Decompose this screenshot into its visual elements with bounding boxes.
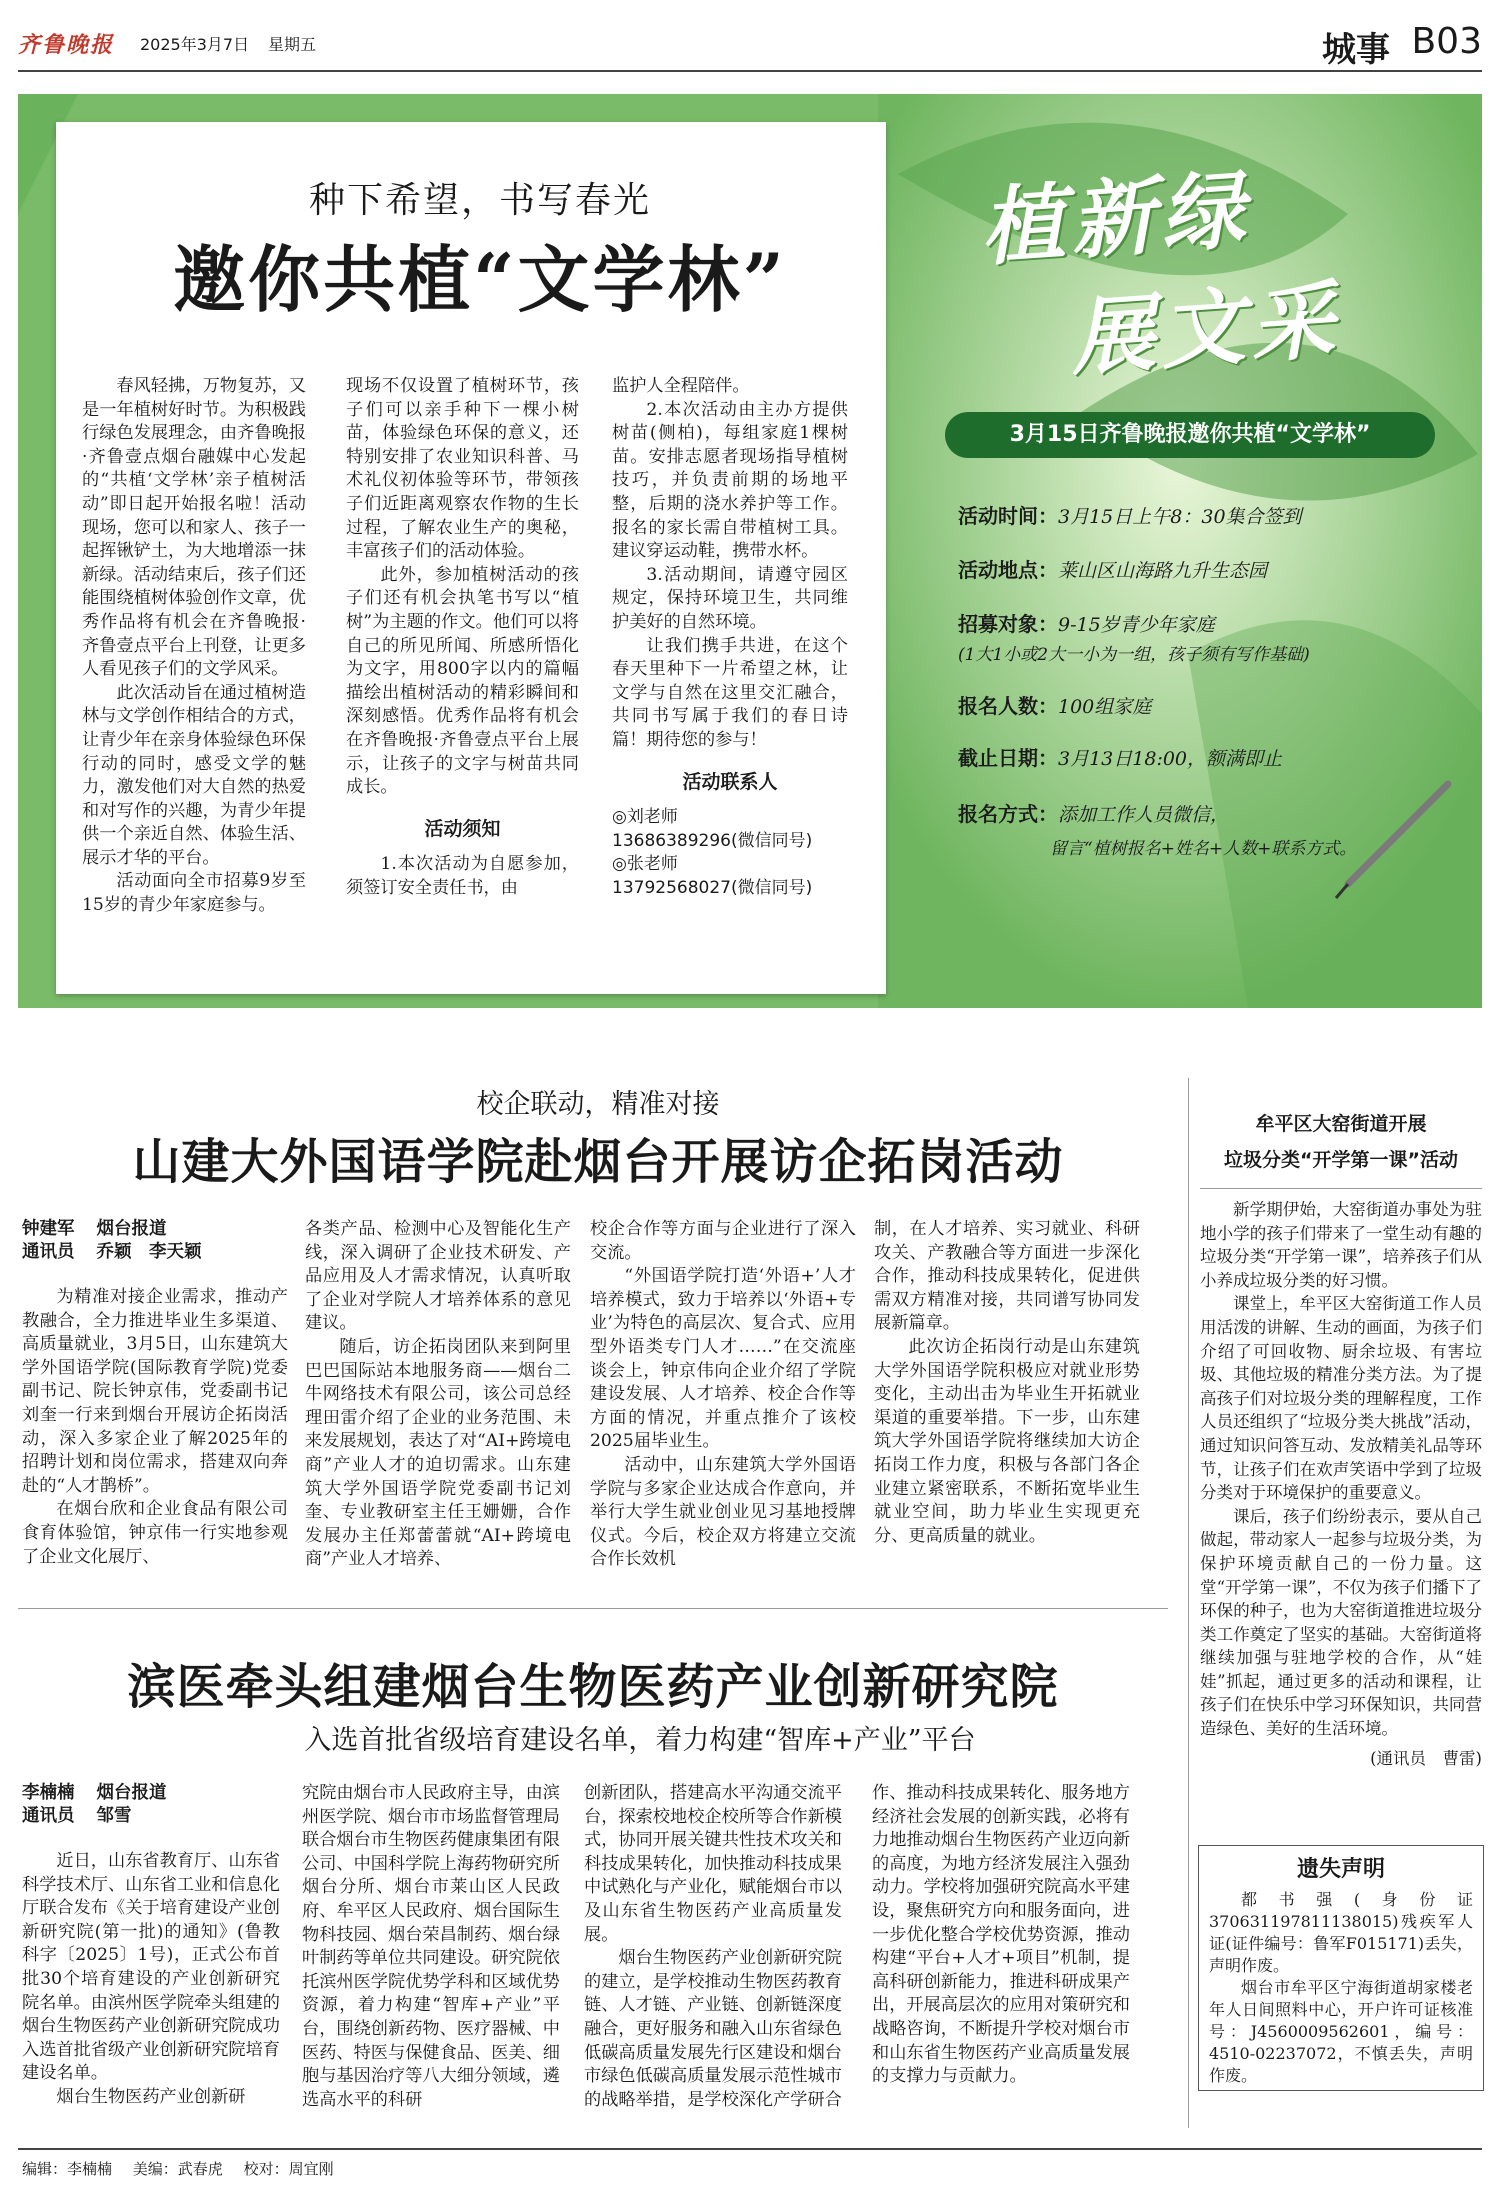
poster-row	[958, 640, 1458, 690]
feature-kicker: 种下希望，书写春光	[308, 180, 651, 221]
article-para: 近日，山东省教育厅、山东省科学技术厅、山东省工业和信息化厅联合发布《关于培育建设产业创新研究院(第一批)的通知》(鲁教科字〔2025〕1号)，正式公布首批30个培育建设的产业创新研究院名单。由滨州医学院牵头组建的烟台生物医药产业创新研究院成功入选首批省级产业创新研究院培育建设名单。	[22, 1851, 280, 2084]
feature-para: 此次活动旨在通过植树造林与文学创作相结合的方式，让青少年在亲身体验绿色环保行动的同时，感受文学的魅力，激发他们对大自然的热爱和对写作的兴趣，为青少年提供一个亲近自然、体验生活、展示才华的平台。	[82, 682, 306, 868]
byline-name: 乔颖 李天颖	[96, 1241, 202, 1262]
lost-notice-para: 都书强(身份证370631197811138015)残疾军人证(证件编号：鲁军F015171)丢失，声明作废。	[1209, 1890, 1473, 1975]
feature-title: 邀你共植“文学林”	[173, 237, 787, 322]
poster-row	[958, 500, 1458, 554]
sidebar-para: 课堂上，牟平区大窑街道工作人员用活泼的讲解、生动的画面，为孩子们介绍了可回收物、厨余垃圾、有害垃圾、其他垃圾的精准分类方法。为了提高孩子们对垃圾分类的理解程度，工作人员还组织了“垃圾分类大挑战”活动，通过知识问答互动、发放精美礼品等环节，让孩子们在欢声笑语中学到了垃圾分类对于环境保护的重要意义。	[1200, 1294, 1482, 1503]
sidebar-body	[1200, 1198, 1482, 1770]
byline-place: 烟台报道	[96, 1783, 167, 1803]
article-para: “外国语学院打造‘外语+’人才培养模式，致力于培养以‘外语+专业’为特色的高层次、复合式、应用型外语类专门人才……”在交流座谈会上，钟京伟向企业介绍了学院建设发展、人才培养、校企合作等方面的情况，并重点推介了该校2025届毕业生。	[590, 1266, 856, 1452]
issue-weekday: 星期五	[268, 35, 317, 54]
byline-line	[22, 1805, 272, 1828]
issue-date: 2025年3月7日	[140, 35, 250, 54]
contact-heading: 活动联系人	[682, 770, 778, 793]
poster-calligraphy-2: 展文采	[1067, 269, 1344, 388]
article-divider	[18, 1608, 1168, 1609]
sidebar-divider	[1188, 1078, 1189, 2128]
poster-value: 100组家庭	[1058, 696, 1152, 718]
article-para: 随后，访企拓岗团队来到阿里巴巴国际站本地服务商——烟台二牛网络技术有限公司，该公司总经理田雷介绍了企业的业务范围、未来发展规划，表达了对“AI+跨境电商”产业人才的迫切需求。山东建筑大学外国语学院党委副书记刘奎、专业教研室主任王姗姗，合作发展办主任郑蕾蕾就“AI+跨境电商”产业人才培养、	[305, 1336, 571, 1570]
feature-para: 3.活动期间，请遵守园区规定，保持环境卫生，共同维护美好的自然环境。	[612, 564, 848, 632]
sidebar-title-rule	[1200, 1188, 1482, 1189]
article3-kicker: 入选首批省级培育建设名单，着力构建“智库+产业”平台	[304, 1725, 976, 1756]
feature-para: 现场不仅设置了植树环节，孩子们可以亲手种下一棵小树苗，体验绿色环保的意义，还特别安排了农业知识科普、马术礼仪初体验等环节，带领孩子们近距离观察农作物的生长过程，了解农业生产的奥秘，丰富孩子们的活动体验。	[346, 376, 579, 562]
article3-title: 滨医牵头组建烟台生物医药产业创新研究院	[127, 1659, 1059, 1715]
article2-col-4	[874, 1218, 1140, 1548]
article-para: 制，在人才培养、实习就业、科研攻关、产教融合等方面进一步深化合作，推动科技成果转化，促进供需双方精准对接，共同谱写协同发展新篇章。	[874, 1219, 1140, 1334]
byline-name: 李楠楠	[22, 1783, 75, 1803]
article2-col-1	[22, 1286, 288, 1569]
feature-para: 活动面向全市招募9岁至15岁的青少年家庭参与。	[82, 871, 306, 916]
footer-credits	[22, 2158, 334, 2179]
poster-label: 报名人数：	[958, 694, 1058, 718]
poster-info	[958, 500, 1458, 866]
masthead-rule	[18, 70, 1482, 72]
byline-line	[22, 1782, 272, 1805]
article2-col-2	[305, 1218, 571, 1572]
poster-label: 活动时间：	[958, 504, 1058, 528]
poster-row	[958, 798, 1458, 834]
sidebar-title-line: 垃圾分类“开学第一课”活动	[1224, 1149, 1458, 1171]
article-para: 烟台生物医药产业创新研究院的建立，是学校推动生物医药教育链、人才链、产业链、创新链深度融合，更好服务和融入山东省绿色低碳高质量发展先行区建设和烟台市绿色低碳高质量发展示范性城市的战略举措，是学校深化产学研合	[584, 1948, 842, 2110]
footer-editor: 编辑：李楠楠	[22, 2160, 113, 2178]
poster-row	[958, 554, 1458, 608]
contact-name: ◎张老师	[612, 854, 678, 875]
feature-col-3	[612, 375, 848, 900]
article3-col-2	[302, 1782, 560, 2112]
footer-rule	[18, 2148, 1482, 2150]
article3-col-3	[584, 1782, 842, 2112]
poster-row	[958, 834, 1458, 866]
poster-value: 添加工作人员微信，	[1058, 804, 1230, 826]
lost-notice-box	[1198, 1845, 1484, 2091]
feature-para: 此外，参加植树活动的孩子们还有机会执笔书写以“植树”为主题的作文。他们可以将自己的所见所闻、所感所悟化为文字，用800字以内的篇幅描绘出植树活动的精彩瞬间和深刻感悟。优秀作品将有机会在齐鲁晚报·齐鲁壹点平台上展示，让孩子的文字与树苗共同成长。	[346, 564, 579, 798]
article-para: 为精准对接企业需求，推动产教融合，全力推进毕业生多渠道、高质量就业，3月5日，山东建筑大学外国语学院(国际教育学院)党委副书记、院长钟京伟，党委副书记刘奎一行来到烟台开展访企拓岗活动，深入多家企业了解2025年的招聘计划和岗位需求，搭建双向奔赴的“人才鹊桥”。	[22, 1287, 288, 1496]
page-number: B03	[1411, 21, 1482, 62]
article-para: 校企合作等方面与企业进行了深入交流。	[590, 1219, 856, 1263]
article2-col-3	[590, 1218, 856, 1572]
sidebar-para: 新学期伊始，大窑街道办事处为驻地小学的孩子们带来了一堂生动有趣的垃圾分类“开学第一课”，培养孩子们从小养成垃圾分类的好习惯。	[1200, 1200, 1482, 1290]
poster-calligraphy-1: 植新绿	[977, 159, 1254, 278]
lost-notice-title: 遗失声明	[1296, 1857, 1385, 1882]
poster-row	[958, 608, 1458, 640]
feature-para: 春风轻拂，万物复苏，又是一年植树好时节。为积极践行绿色发展理念，由齐鲁晚报·齐鲁壹点烟台融媒中心发起的“共植‘文学林’亲子植树活动”即日起开始报名啦！活动现场，您可以和家人、孩子一起挥锹铲土，为大地增添一抹新绿。活动结束后，孩子们还能围绕植树体验创作文章，优秀作品将有机会在齐鲁晚报·齐鲁壹点平台上刊登，让更多人看见孩子们的文学风采。	[82, 376, 306, 680]
sidebar-title-line: 牟平区大窑街道开展	[1255, 1113, 1427, 1135]
paper-logo: 齐鲁晚报	[18, 32, 115, 58]
article-para: 在烟台欣和企业食品有限公司食育体验馆，钟京伟一行实地参观了企业文化展厅、	[22, 1499, 288, 1567]
contact-name: ◎刘老师	[612, 807, 678, 828]
article-para: 究院由烟台市人民政府主导，由滨州医学院、烟台市市场监督管理局联合烟台市生物医药健康集团有限公司、中国科学院上海药物研究所烟台分所、烟台市莱山区人民政府、牟平区人民政府、烟台国际生物科技园、烟台荣昌制药、烟台绿叶制药等单位共同建设。研究院依托滨州医学院优势学科和区域优势资源，着力构建“智库+产业”平台，围绕创新药物、医疗器械、中医药、特医与保健食品、医美、细胞与基因治疗等八大细分领域，遴选高水平的科研	[302, 1783, 560, 2110]
article3-byline	[22, 1782, 272, 1827]
feature-col-1	[82, 375, 306, 918]
article-para: 作、推动科技成果转化、服务地方经济社会发展的创新实践，必将有力地推动烟台生物医药产业迈向新的高度，为地方经济发展注入强劲动力。学校将加强研究院高水平建设，聚焦研究方向和服务面向，进一步优化整合学校优势资源，推动构建“平台+人才+项目”机制，提高科研创新能力，推进科研成果产出，开展高层次的应用对策研究和战略咨询，不断提升学校对烟台市和山东省生物医药产业高质量发展的支撑力与贡献力。	[872, 1783, 1130, 2087]
article-para: 活动中，山东建筑大学外国语学院与多家企业达成合作意向，并举行大学生就业创业见习基地授牌仪式。今后，校企双方将建立交流合作长效机	[590, 1454, 856, 1570]
poster-value: 莱山区山海路九升生态园	[1058, 560, 1268, 582]
article3-col-4	[872, 1782, 1130, 2089]
byline-role: 通讯员	[22, 1805, 75, 1826]
masthead	[18, 21, 1482, 70]
byline-role: 通讯员	[22, 1241, 75, 1262]
poster-value: 3月13日18:00，额满即止	[1058, 748, 1283, 770]
feature-para: 1.本次活动为自愿参加，须签订安全责任书，由	[346, 854, 579, 898]
poster-label: 活动地点：	[958, 558, 1058, 582]
byline-line	[22, 1241, 272, 1264]
article2-byline	[22, 1218, 272, 1263]
contact-phone: 13792568027(微信同号)	[612, 877, 813, 898]
lost-notice-para: 烟台市牟平区宁海街道胡家楼老年人日间照料中心，开户许可证核准号：J4560009562601，编号：4510-02237072，不慎丢失，声明作废。	[1209, 1978, 1473, 2085]
article3-col-1	[22, 1850, 280, 2110]
poster-value: 3月15日上午8：30集合签到	[1058, 506, 1302, 528]
notice-heading: 活动须知	[424, 817, 501, 840]
poster-row	[958, 690, 1458, 742]
poster-banner: 3月15日齐鲁晚报邀你共植“文学林”	[945, 412, 1435, 458]
poster-label: 截止日期：	[958, 746, 1058, 770]
article-para: 此次访企拓岗行动是山东建筑大学外国语学院积极应对就业形势变化，主动出击为毕业生开拓就业渠道的重要举措。下一步，山东建筑大学外国语学院将继续加大访企拓岗工作力度，积极与各部门各企业建立紧密联系，不断拓宽毕业生就业空间，助力毕业生实现更充分、更高质量的就业。	[874, 1336, 1140, 1546]
byline-place: 烟台报道	[96, 1219, 167, 1239]
article2-kicker: 校企联动，精准对接	[476, 1089, 720, 1120]
feature-para: 2.本次活动由主办方提供树苗(侧柏)，每组家庭1棵树苗。安排志愿者现场指导植树技巧，并负责前期的场地平整，后期的浇水养护等工作。报名的家长需自带植树工具。建议穿运动鞋，携带水杯。	[612, 399, 848, 562]
sidebar-credit: (通讯员 曹雷)	[1370, 1748, 1482, 1768]
poster-value: 留言“植树报名+姓名+人数+联系方式。	[1050, 839, 1357, 859]
article-para: 各类产品、检测中心及智能化生产线，深入调研了企业技术研发、产品应用及人才需求情况，认真听取了企业对学院人才培养体系的意见建议。	[305, 1219, 571, 1334]
byline-name: 邹雪	[96, 1805, 132, 1826]
sidebar-title	[1200, 1106, 1482, 1178]
contact-phone: 13686389296(微信同号)	[612, 830, 813, 851]
poster-row	[958, 742, 1458, 798]
poster-value: (1大1小或2大一小为一组，孩子须有写作基础)	[958, 645, 1310, 665]
section-name: 城事	[1322, 30, 1390, 70]
poster-label: 招募对象：	[958, 612, 1058, 636]
feature-col-2	[346, 375, 579, 900]
feature-para: 监护人全程陪伴。	[612, 376, 750, 396]
poster-value: 9-15岁青少年家庭	[1058, 614, 1215, 636]
sidebar-para: 课后，孩子们纷纷表示，要从自己做起，带动家人一起参与垃圾分类，为保护环境贡献自己的一份力量。这堂“开学第一课”，不仅为孩子们播下了环保的种子，也为大窑街道推进垃圾分类工作奠定了坚实的基础。大窑街道将继续加强与驻地学校的合作，从“娃娃”抓起，通过更多的活动和课程，让孩子们在快乐中学习环保知识，共同营造绿色、美好的生活环境。	[1200, 1506, 1482, 1739]
article-para: 烟台生物医药产业创新研	[56, 2086, 246, 2107]
feature-para: 让我们携手共进，在这个春天里种下一片希望之林，让文学与自然在这里交汇融合，共同书写属于我们的春日诗篇！期待您的参与！	[612, 635, 848, 750]
article-para: 创新团队，搭建高水平沟通交流平台，探索校地校企校所等合作新模式，协同开展关键共性技术攻关和科技成果转化，加快推动科技成果中试熟化与产业化，赋能烟台市以及山东省生物医药产业高质量发展。	[584, 1783, 842, 1945]
poster-label: 报名方式：	[958, 802, 1058, 826]
article2-title: 山建大外国语学院赴烟台开展访企拓岗活动	[132, 1134, 1064, 1190]
footer-proofreader: 校对：周宜刚	[243, 2160, 334, 2178]
footer-designer: 美编：武春虎	[132, 2160, 223, 2178]
byline-line	[22, 1218, 272, 1241]
byline-name: 钟建军	[22, 1219, 75, 1239]
